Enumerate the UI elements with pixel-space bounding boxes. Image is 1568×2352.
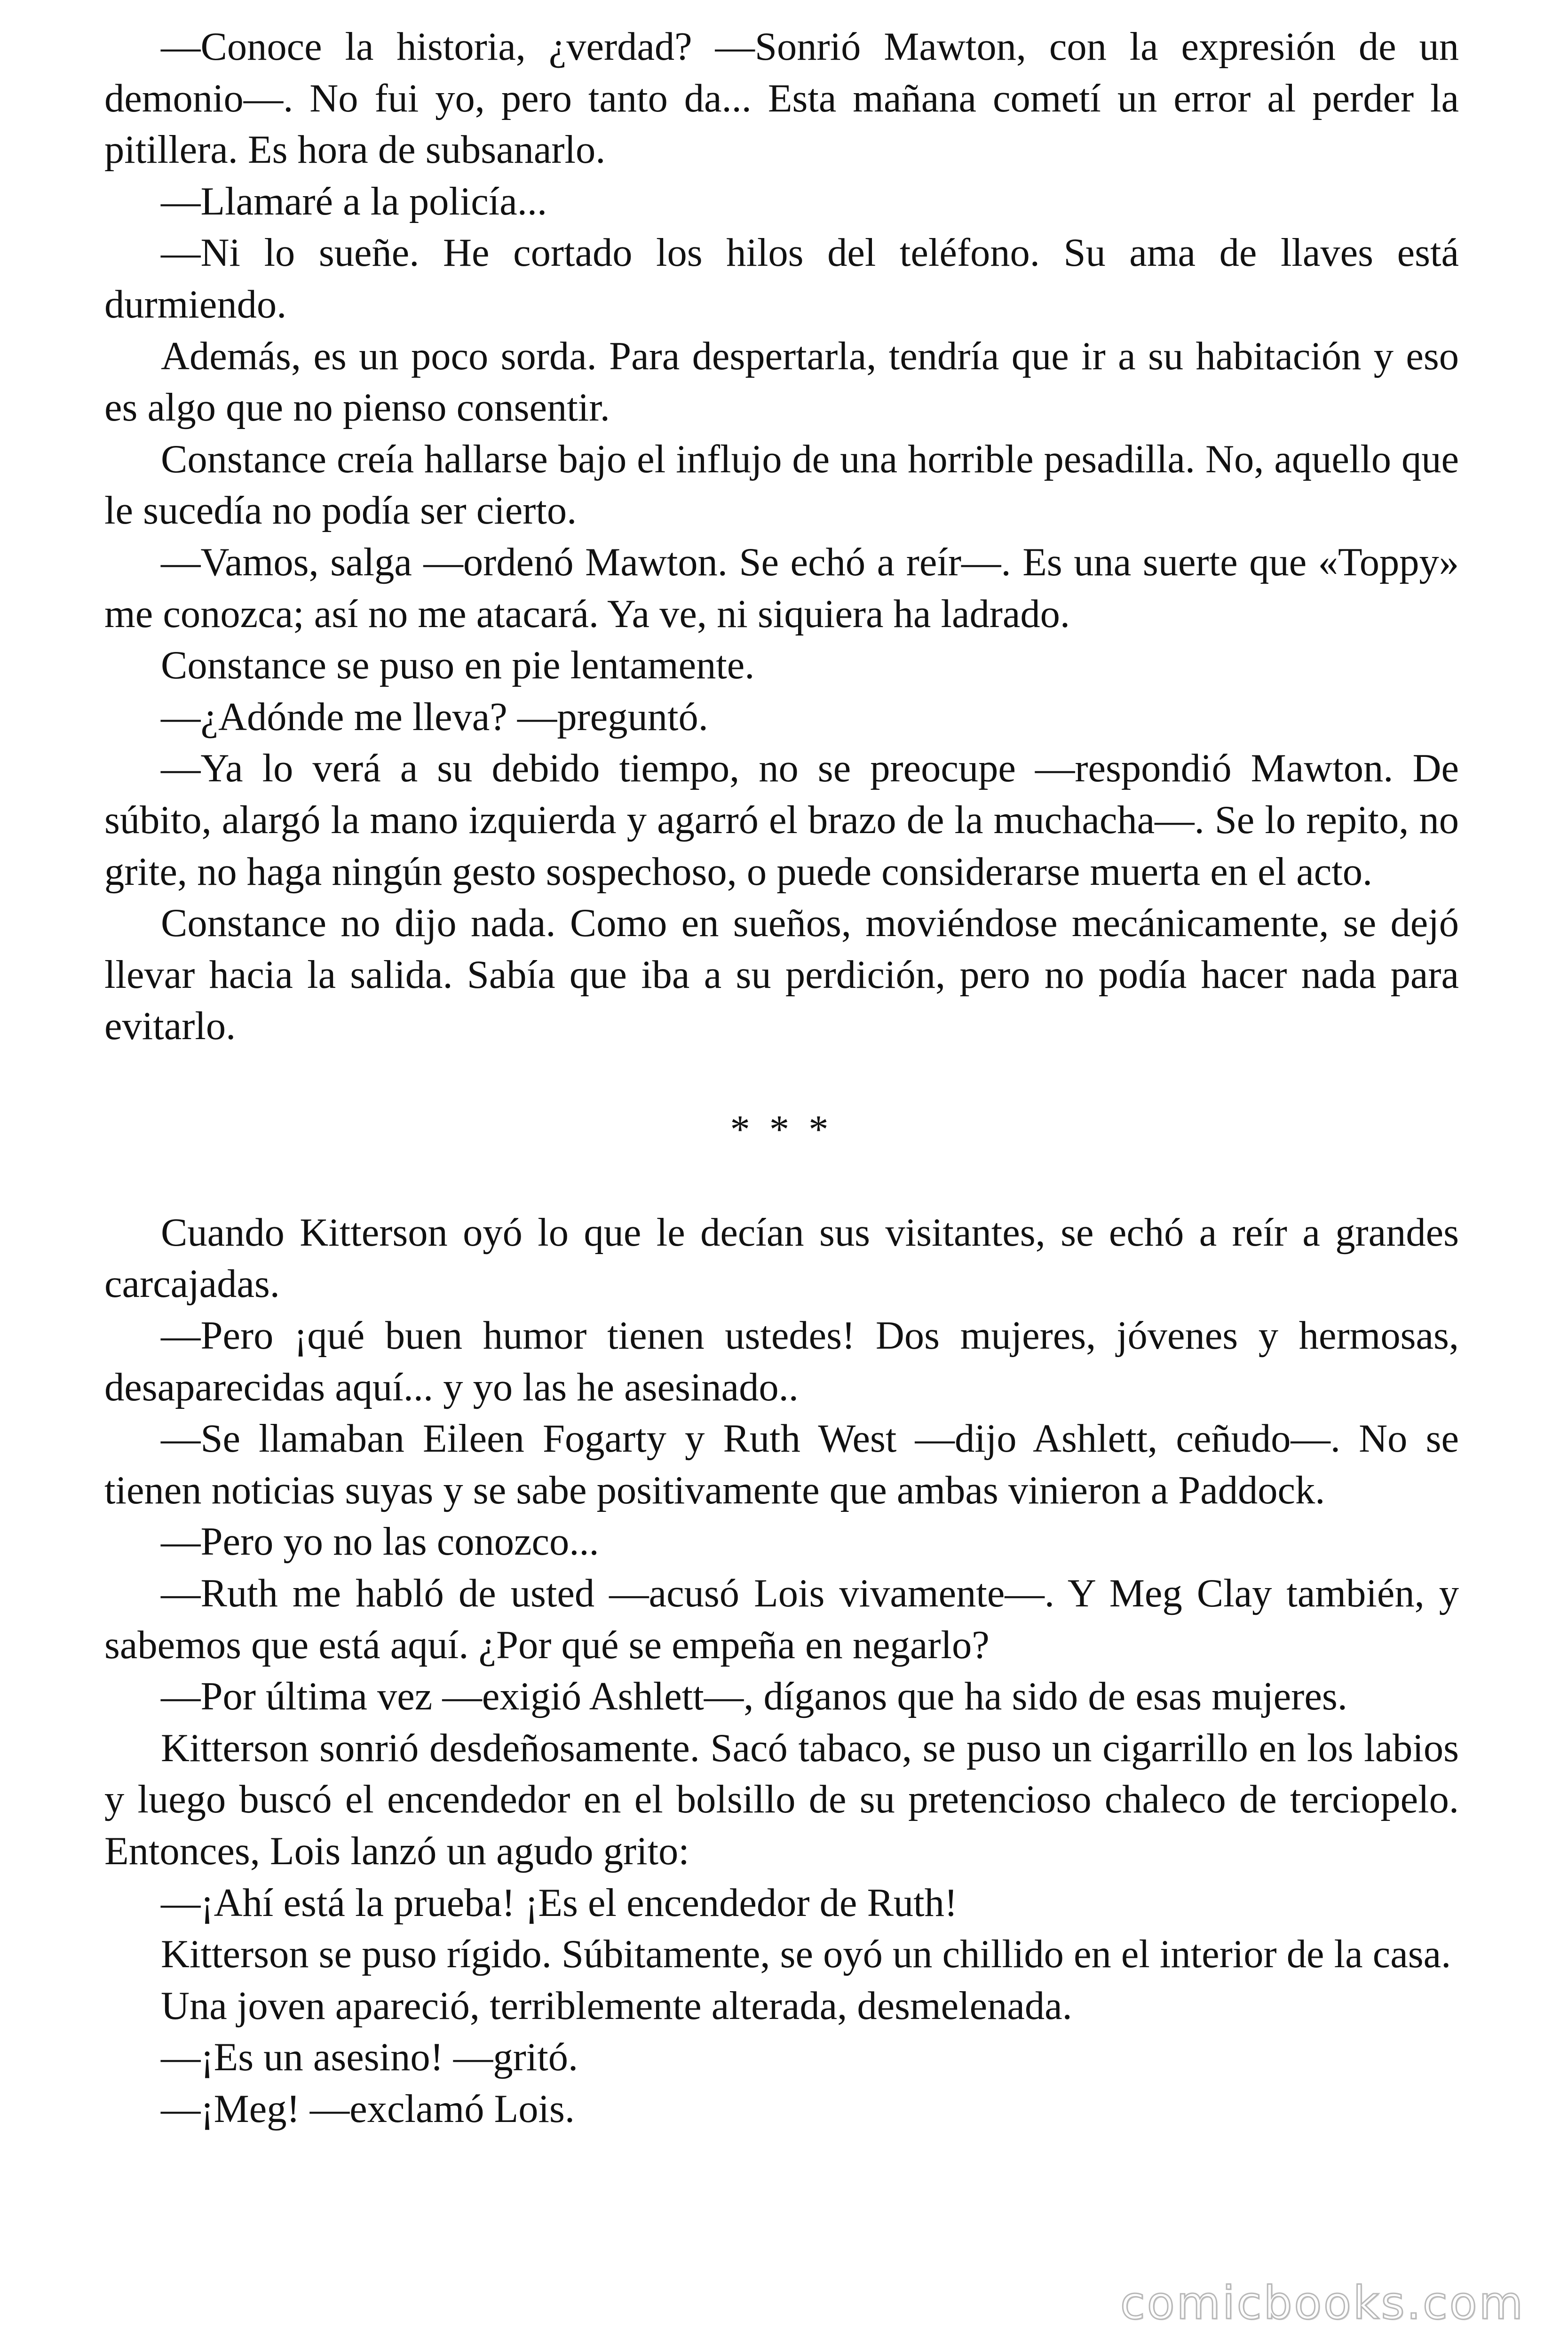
paragraph: —Ruth me habló de usted —acusó Lois vivamente—. Y Meg Clay también, y sabemos que está aquí. ¿Por qué se empeña en negarlo? xyxy=(104,1572,1459,1667)
paragraph: Constance no dijo nada. Como en sueños, moviéndose mecánicamente, se dejó llevar hacia la salida. Sabía que iba a su perdición, pero no podía hacer nada para evitarlo. xyxy=(104,901,1459,1049)
paragraph: —¿Adónde me lleva? —preguntó. xyxy=(161,695,708,739)
paragraph: —Ni lo sueñe. He cortado los hilos del teléfono. Su ama de llaves está durmiendo. xyxy=(104,231,1459,326)
paragraph: —¡Ahí está la prueba! ¡Es el encendedor de Ruth! xyxy=(161,1881,958,1925)
watermark: comicbooks.com xyxy=(1120,2277,1525,2329)
paragraph: Kitterson se puso rígido. Súbitamente, se oyó un chillido en el interior de la casa. xyxy=(161,1932,1451,1977)
paragraph: —Pero yo no las conozco... xyxy=(161,1520,599,1564)
paragraph: Constance creía hallarse bajo el influjo de una horrible pesadilla. No, aquello que le sucedía no podía ser cierto. xyxy=(104,437,1459,533)
paragraph: —Llamaré a la policía... xyxy=(161,179,547,223)
paragraph: —Pero ¡qué buen humor tienen ustedes! Dos mujeres, jóvenes y hermosas, desaparecidas aquí... y yo las he asesinado.. xyxy=(104,1314,1459,1409)
paragraph: —Conoce la historia, ¿verdad? —Sonrió Mawton, con la expresión de un demonio—. No fui yo, pero tanto da... Esta mañana cometí un error al perder la pitillera. Es hora de subsanarlo. xyxy=(104,25,1459,172)
paragraph: —¡Meg! —exclamó Lois. xyxy=(161,2087,575,2131)
paragraph: Constance se puso en pie lentamente. xyxy=(161,644,755,688)
paragraph: Además, es un poco sorda. Para despertarla, tendría que ir a su habitación y eso es algo que no pienso consentir. xyxy=(104,334,1459,430)
paragraph: —Vamos, salga —ordenó Mawton. Se echó a reír—. Es una suerte que «Toppy» me conozca; así no me atacará. Ya ve, ni siquiera ha ladrado. xyxy=(104,540,1459,636)
page-text xyxy=(104,21,1459,2135)
paragraph: —Se llamaban Eileen Fogarty y Ruth West —dijo Ashlett, ceñudo—. No se tienen noticias suyas y se sabe positivamente que ambas vinieron a Paddock. xyxy=(104,1417,1459,1512)
scene-break: * * * xyxy=(730,1107,833,1152)
paragraph: —¡Es un asesino! —gritó. xyxy=(161,2035,578,2080)
paragraph: —Por última vez —exigió Ashlett—, díganos que ha sido de esas mujeres. xyxy=(161,1675,1347,1719)
paragraph: Cuando Kitterson oyó lo que le decían sus visitantes, se echó a reír a grandes carcajadas. xyxy=(104,1210,1459,1306)
paragraph: —Ya lo verá a su debido tiempo, no se preocupe —respondió Mawton. De súbito, alargó la mano izquierda y agarró el brazo de la muchacha—. Se lo repito, no grite, no haga ningún gesto sospechoso, o puede considerarse muerta en el acto. xyxy=(104,747,1459,894)
paragraph: Kitterson sonrió desdeñosamente. Sacó tabaco, se puso un cigarrillo en los labios y luego buscó el encendedor en el bolsillo de su pretencioso chaleco de terciopelo. Entonces, Lois lanzó un agudo grito: xyxy=(104,1726,1459,1873)
paragraph: Una joven apareció, terriblemente alterada, desmelenada. xyxy=(161,1984,1072,2028)
